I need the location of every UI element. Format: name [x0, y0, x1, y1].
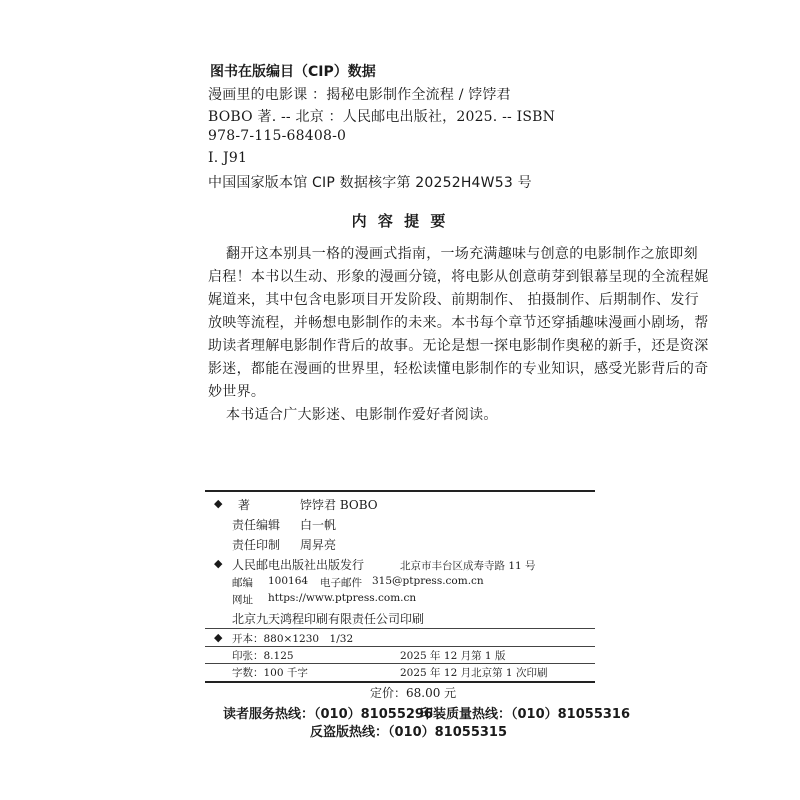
publisher: 人民邮电出版社出版发行	[232, 558, 365, 572]
cip-line: Ⅰ. J91	[208, 150, 248, 166]
cip-title: 图书在版编目（CIP）数据	[210, 64, 376, 80]
quality-hotline: 印装质量热线：（010）81055316	[420, 707, 630, 722]
colophon-divider	[205, 663, 595, 664]
cip-line: BOBO 著. -- 北京 ：人民邮电出版社，2025. -- ISBN	[208, 109, 556, 125]
website-label: 网址	[232, 594, 253, 606]
editor-value: 白一帆	[300, 518, 337, 532]
colophon-bottom-rule	[205, 681, 595, 683]
edition: 2025 年 12 月第 1 版	[400, 650, 506, 662]
diamond-bullet-icon: ◆	[214, 497, 223, 510]
email-value: 315@ptpress.com.cn	[372, 575, 484, 587]
website-value: https://www.ptpress.com.cn	[268, 592, 417, 604]
colophon-top-rule	[205, 490, 595, 492]
cip-line: 978-7-115-68408-0	[208, 128, 347, 144]
summary-line: 助读者理解电影制作背后的故事。无论是想一探电影制作奥秘的新手，还是资深	[208, 338, 709, 354]
summary-line: 妙世界。	[208, 384, 266, 400]
author-label: 著	[238, 498, 251, 512]
cip-data-number: 中国国家版本馆 CIP 数据核字第 20252H4W53 号	[208, 175, 532, 191]
postcode-label: 邮编	[232, 577, 253, 589]
summary-line: 影迷，都能在漫画的世界里，轻松读懂电影制作的专业知识，感受光影背后的奇	[208, 361, 709, 377]
reader-service-hotline: 读者服务热线：（010）81055296	[223, 707, 433, 722]
format: 开本：880×1230 1/32	[232, 633, 354, 645]
author-value: 饽饽君 BOBO	[300, 498, 378, 512]
colophon-divider	[205, 628, 595, 629]
summary-title: 内 容 提 要	[351, 212, 449, 230]
summary-line: 翻开这本别具一格的漫画式指南，一场充满趣味与创意的电影制作之旅即刻	[226, 246, 698, 262]
cip-line: 漫画里的电影课 ：揭秘电影制作全流程 / 饽饽君	[208, 87, 511, 103]
diamond-bullet-icon: ◆	[214, 631, 223, 644]
anti-piracy-hotline: 反盗版热线：（010）81055315	[310, 725, 507, 740]
summary-line: 娓道来，其中包含电影项目开发阶段、前期制作、 拍摄制作、后期制作、发行	[208, 292, 699, 308]
diamond-bullet-icon: ◆	[214, 557, 223, 570]
printing: 2025 年 12 月北京第 1 次印刷	[400, 667, 548, 679]
postcode-value: 100164	[268, 575, 309, 587]
editor-label: 责任编辑	[232, 518, 281, 532]
summary-audience: 本书适合广大影迷、电影制作爱好者阅读。	[226, 407, 498, 423]
word-count: 字数：100 千字	[232, 667, 308, 679]
colophon-divider	[205, 646, 595, 647]
summary-line: 启程！本书以生动、形象的漫画分镜，将电影从创意萌芽到银幕呈现的全流程娓	[208, 269, 709, 285]
sheets: 印张：8.125	[232, 650, 294, 662]
price: 定价：68.00 元	[370, 686, 457, 700]
summary-line: 放映等流程，并畅想电影制作的未来。本书每个章节还穿插趣味漫画小剧场，帮	[208, 315, 709, 331]
printer-label: 责任印制	[232, 538, 281, 552]
email-label: 电子邮件	[320, 577, 362, 589]
publisher-address: 北京市丰台区成寿寺路 11 号	[400, 560, 536, 572]
printer-value: 周昇亮	[300, 538, 337, 552]
print-company: 北京九天鸿程印刷有限责任公司印刷	[232, 612, 425, 626]
